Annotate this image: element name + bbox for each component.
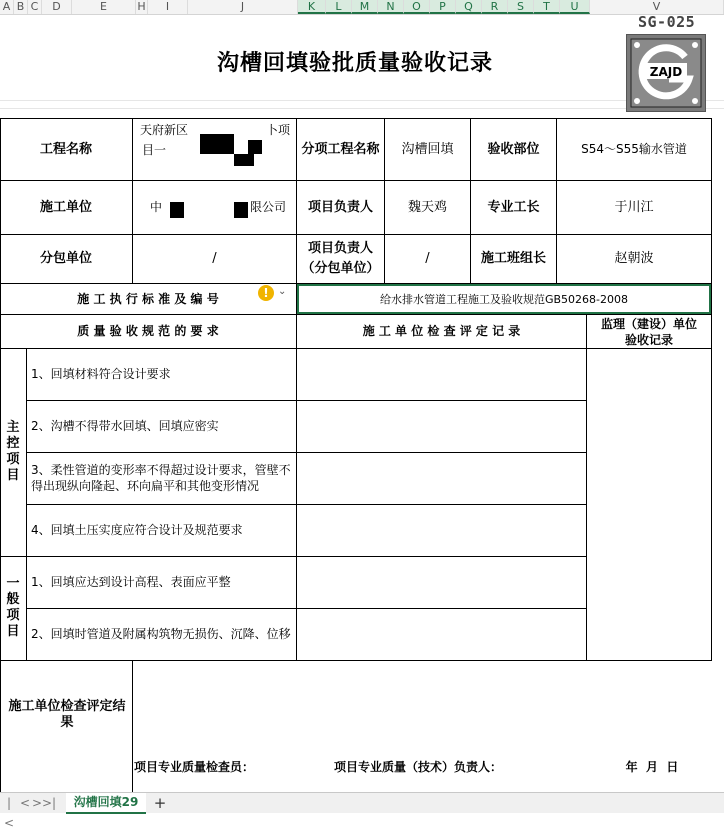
general-item-2[interactable]: 2、回填时管道及附属构筑物无损伤、沉降、位移 — [31, 626, 291, 641]
sub-manager-label-line2: （分包单位） — [301, 260, 380, 276]
col-header-t[interactable]: T — [534, 0, 560, 14]
add-sheet-button[interactable]: + — [153, 794, 167, 812]
page-title: 沟槽回填验批质量验收记录 — [216, 51, 493, 76]
chevron-down-icon[interactable]: ⌄ — [278, 286, 287, 297]
col-header-k[interactable]: K — [298, 0, 326, 14]
last-sheet-button[interactable]: >| — [42, 796, 57, 810]
project-manager-label: 项目负责人 — [307, 199, 373, 215]
general-item-1[interactable]: 1、回填应达到设计高程、表面应平整 — [31, 574, 231, 589]
sub-project-label: 分项工程名称 — [301, 141, 380, 157]
project-name-label: 工程名称 — [39, 141, 92, 157]
general-items-group-label: 一般项目 — [6, 576, 20, 639]
first-sheet-button[interactable]: |< — [3, 796, 15, 830]
column-header-bar — [0, 0, 724, 15]
next-sheet-button[interactable]: > — [31, 796, 43, 810]
main-items-group-label: 主控项目 — [6, 420, 20, 483]
standard-value-cell[interactable]: 给水排水管道工程施工及验收规范GB50268-2008 — [297, 284, 711, 314]
subcontractor-label: 分包单位 — [39, 251, 92, 266]
foreman-label: 专业工长 — [487, 199, 540, 215]
col-header-i[interactable]: I — [148, 0, 188, 14]
prev-sheet-button[interactable]: < — [19, 796, 31, 810]
sheet-tab-active[interactable]: 沟槽回填29 — [66, 793, 146, 814]
main-item-1[interactable]: 1、回填材料符合设计要求 — [31, 366, 171, 381]
check-record-header: 施 工 单 位 检 查 评 定 记 录 — [362, 323, 521, 338]
col-header-v[interactable]: V — [590, 0, 724, 14]
standard-label: 施 工 执 行 标 准 及 编 号 — [77, 291, 219, 306]
project-name-value-part-b[interactable]: 目一 — [141, 142, 166, 157]
date-label: 年 月 日 — [625, 759, 679, 774]
company-logo — [626, 34, 706, 112]
grid-row-line — [0, 108, 724, 109]
col-header-s[interactable]: S — [508, 0, 534, 14]
col-header-c[interactable]: C — [28, 0, 42, 14]
col-header-r[interactable]: R — [482, 0, 508, 14]
main-item-3[interactable]: 3、柔性管道的变形率不得超过设计要求，管壁不得出现纵向隆起、环向扁平和其他变形情况 — [31, 463, 291, 493]
col-header-l[interactable]: L — [326, 0, 352, 14]
redaction-block — [170, 202, 184, 218]
constructor-label: 施工单位 — [39, 199, 92, 215]
col-header-o[interactable]: O — [404, 0, 430, 14]
col-header-q[interactable]: Q — [456, 0, 482, 14]
redaction-block — [200, 134, 234, 154]
project-name-value-part-c[interactable]: 卜项 — [265, 122, 290, 137]
team-leader-value[interactable]: 赵朝波 — [614, 251, 654, 266]
col-header-u[interactable]: U — [560, 0, 590, 14]
warning-icon[interactable]: ! — [258, 285, 274, 301]
sub-manager-value[interactable]: / — [425, 251, 430, 266]
sub-manager-label-line1: 项目负责人 — [307, 240, 373, 256]
inspection-part-label: 验收部位 — [487, 141, 540, 157]
svg-text:ZAJD: ZAJD — [649, 65, 683, 79]
col-header-j[interactable]: J — [188, 0, 298, 14]
sub-project-value[interactable]: 沟槽回填 — [401, 141, 454, 157]
redaction-block — [234, 154, 254, 166]
inspector-label: 项目专业质量检查员： — [134, 759, 255, 774]
project-name-value-part-a[interactable]: 天府新区 — [139, 122, 188, 137]
redaction-block — [248, 140, 262, 154]
col-header-e[interactable]: E — [72, 0, 136, 14]
col-header-b[interactable]: B — [14, 0, 28, 14]
result-label: 施工单位检查评定结果 — [8, 699, 126, 730]
grid-row-line — [0, 100, 724, 101]
constructor-value-part-b[interactable]: 限公司 — [249, 199, 286, 214]
inspection-part-value[interactable]: S54～S55输水管道 — [581, 141, 687, 156]
col-header-a[interactable]: A — [0, 0, 14, 14]
requirement-header: 质 量 验 收 规 范 的 要 求 — [77, 323, 219, 338]
col-header-p[interactable]: P — [430, 0, 456, 14]
col-header-m[interactable]: M — [352, 0, 378, 14]
constructor-value-part-a[interactable]: 中 — [149, 199, 162, 214]
main-item-2[interactable]: 2、沟槽不得带水回填、回填应密实 — [31, 418, 219, 433]
foreman-value[interactable]: 于川江 — [614, 199, 654, 215]
logo-g-icon — [627, 35, 705, 111]
supervision-header-line2: 验收记录 — [624, 332, 673, 347]
project-manager-value[interactable]: 魏天鸡 — [407, 199, 447, 215]
main-item-4[interactable]: 4、回填土压实度应符合设计及规范要求 — [31, 522, 243, 537]
tech-manager-label: 项目专业质量（技术）负责人： — [334, 759, 503, 774]
supervision-header-line1: 监理（建设）单位 — [600, 316, 697, 331]
col-header-n[interactable]: N — [378, 0, 404, 14]
form-code-label: SG-025 — [638, 13, 696, 31]
col-header-d[interactable]: D — [42, 0, 72, 14]
col-header-h[interactable]: H — [136, 0, 148, 14]
team-leader-label: 施工班组长 — [480, 251, 546, 266]
subcontractor-value[interactable]: / — [212, 251, 217, 266]
sheet-tab-bar — [0, 792, 724, 830]
